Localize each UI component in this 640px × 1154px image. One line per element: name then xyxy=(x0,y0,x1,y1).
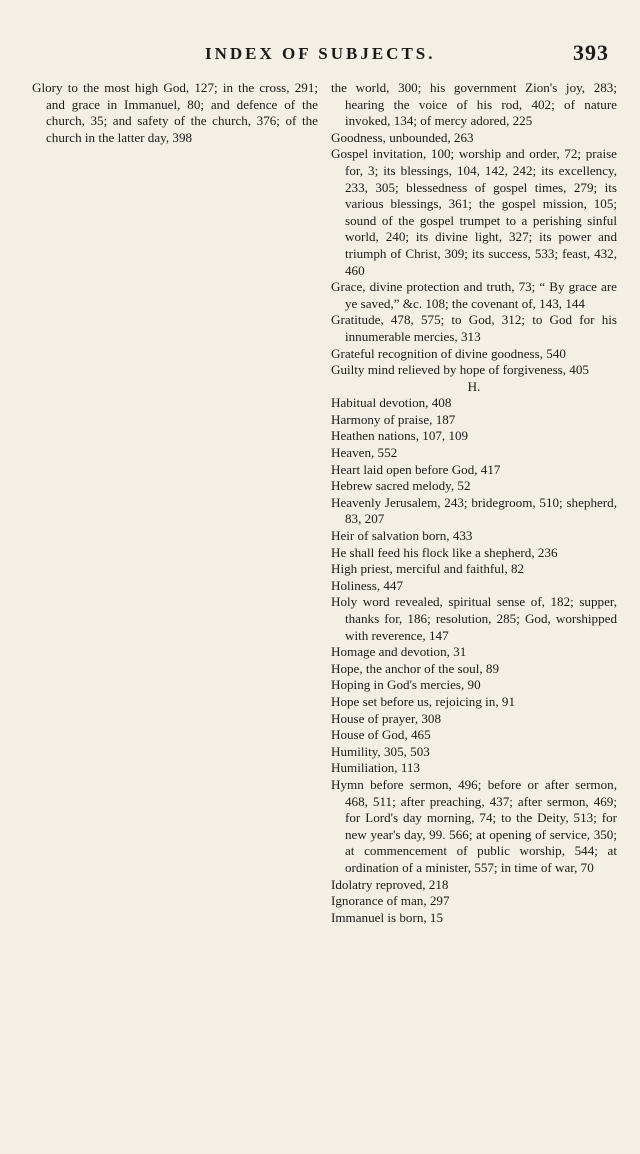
index-entry: Harmony of praise, 187 xyxy=(331,411,456,427)
page-header xyxy=(0,40,640,70)
index-entry: Ignorance of man, 297 xyxy=(331,893,450,909)
index-entry: Humility, 305, 503 xyxy=(331,743,430,759)
index-entry-glory: Glory to the most high God, 127; in the cross, 291; and grace in Immanuel, 80; and defence of the church, 35; and safety of the church, 376; of the church in the latter day, 398 xyxy=(32,80,318,145)
index-entry: He shall feed his flock like a shepherd, 236 xyxy=(331,544,558,560)
index-entry: Heart laid open before God, 417 xyxy=(331,461,501,477)
index-entry: Heathen nations, 107, 109 xyxy=(331,428,469,444)
index-entry: Goodness, unbounded, 263 xyxy=(331,129,474,145)
running-title: INDEX OF SUBJECTS. xyxy=(205,44,436,63)
index-entry: Humiliation, 113 xyxy=(331,760,420,776)
index-entry: Holy word revealed, spiritual sense of, 182; supper, thanks for, 186; resolution, 285; God, worshipped with reverence, 147 xyxy=(331,594,617,643)
index-entry: Habitual devotion, 408 xyxy=(331,395,452,411)
index-entry: Gratitude, 478, 575; to God, 312; to God for his innumerable mercies, 313 xyxy=(331,312,617,344)
page-number: 393 xyxy=(573,40,609,65)
index-entry: Hebrew sacred melody, 52 xyxy=(331,478,471,494)
index-column-left xyxy=(32,80,318,146)
index-entry: Heavenly Jerusalem, 243; bridegroom, 510; shepherd, 83, 207 xyxy=(331,494,617,527)
section-letter-h: H. xyxy=(467,378,481,394)
index-entry: Gospel invitation, 100; worship and order, 72; praise for, 3; its blessings, 104, 142, 242; its excellency, 233, 305; blessedness of gospel times, 279; its various blessings, 361; the gospel mission, 105; sound of the gospel trumpet to a perishing sinful world, 240; its divine light, 327; its power and triumph of Christ, 309; its success, 533; feast, 432, 460 xyxy=(331,146,617,278)
index-entry: High priest, merciful and faithful, 82 xyxy=(331,561,525,577)
index-entry: Homage and devotion, 31 xyxy=(331,644,467,660)
index-entry: Hope, the anchor of the soul, 89 xyxy=(331,660,499,676)
index-entry: Heir of salvation born, 433 xyxy=(331,528,473,544)
index-entry: Hymn before sermon, 496; before or after sermon, 468, 511; after preaching, 437; after sermon, 469; for Lord's day morning, 74; to the Deity, 513; for new year's day, 99. 566; at opening of service, 350; at commencement of public worship, 544; at ordination of a minister, 557; in time of war, 70 xyxy=(331,776,617,875)
index-entry: House of God, 465 xyxy=(331,727,431,743)
index-column-right xyxy=(331,80,617,926)
index-entry: Idolatry reproved, 218 xyxy=(331,876,449,892)
index-entry: Grateful recognition of divine goodness, 540 xyxy=(331,345,566,361)
index-entry: House of prayer, 308 xyxy=(331,710,442,726)
index-entry: Hoping in God's mercies, 90 xyxy=(331,677,481,693)
index-entry: Hope set before us, rejoicing in, 91 xyxy=(331,693,515,709)
index-entry: Guilty mind relieved by hope of forgiveness, 405 xyxy=(331,362,589,378)
index-entry: Heaven, 552 xyxy=(331,445,398,461)
index-entry: Immanuel is born, 15 xyxy=(331,909,444,925)
index-entry: Grace, divine protection and truth, 73; “ By grace are ye saved,” &c. 108; the covenant of, 143, 144 xyxy=(331,279,617,311)
index-entry: the world, 300; his government Zion's joy, 283; hearing the voice of his rod, 402; of nature invoked, 134; of mercy adored, 225 xyxy=(331,80,617,129)
index-entry: Holiness, 447 xyxy=(331,577,404,593)
